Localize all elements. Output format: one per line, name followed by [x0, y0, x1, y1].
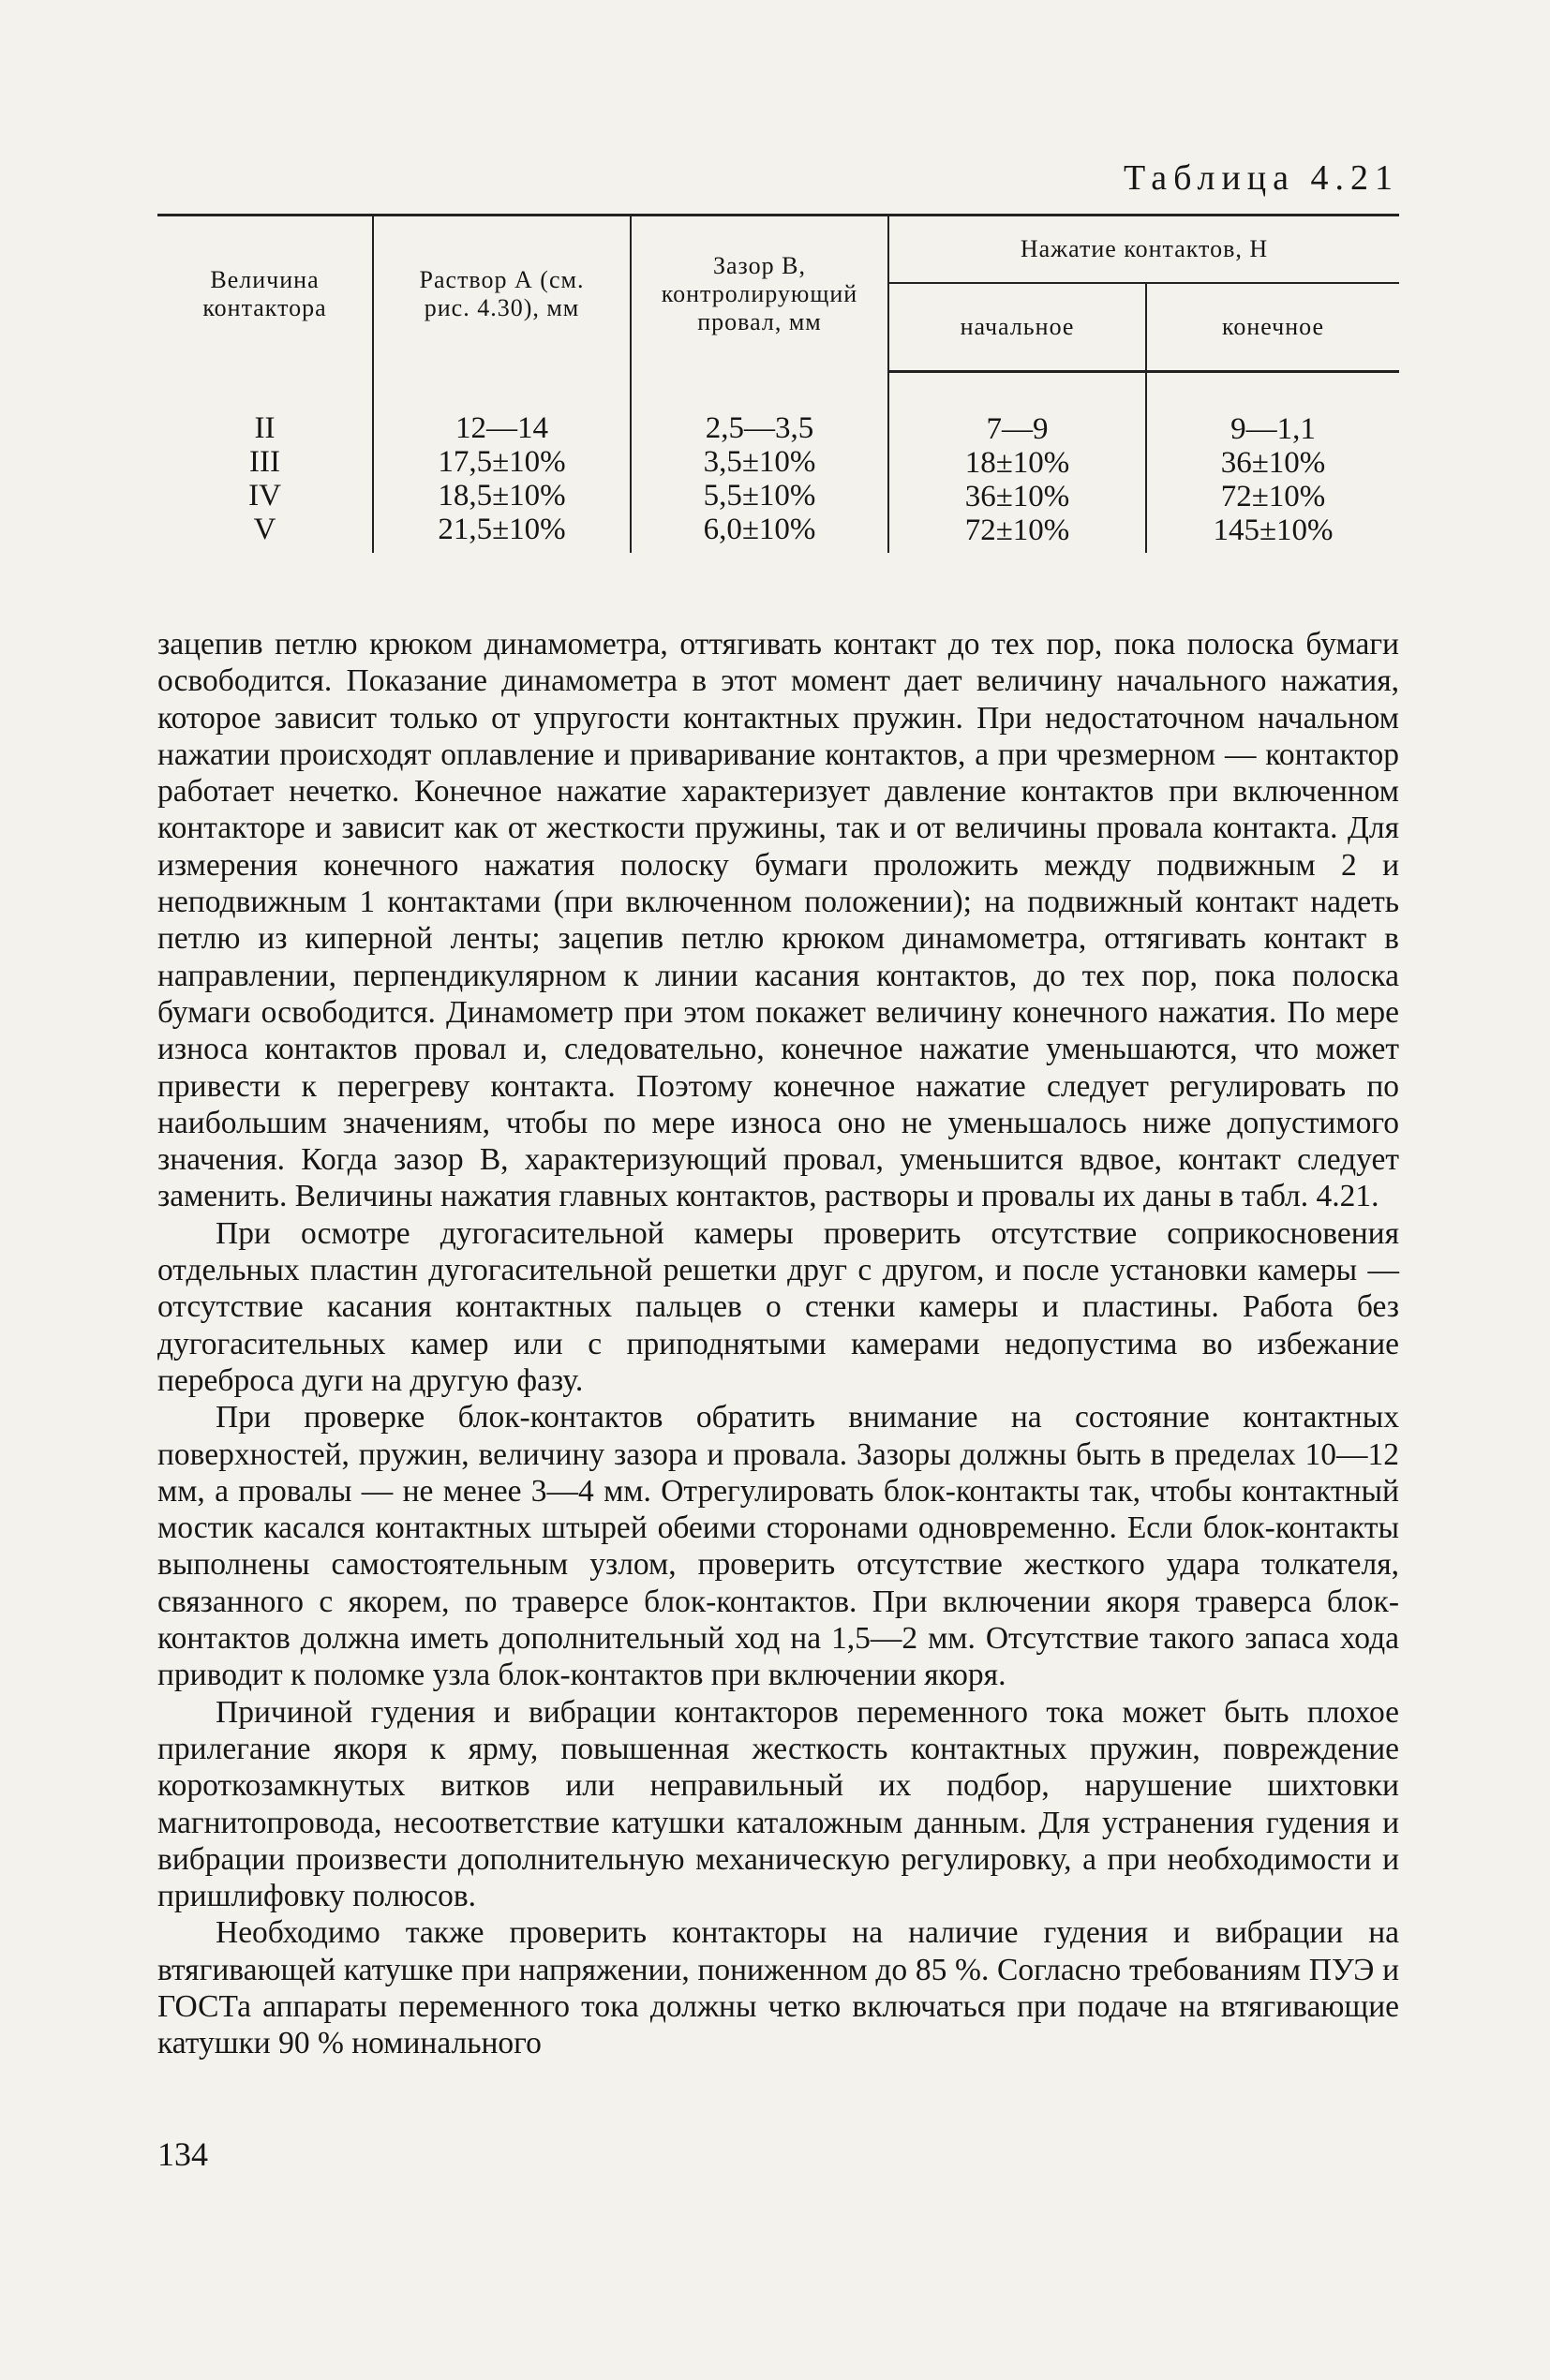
header-gap: Зазор В, контролирующий провал, мм — [631, 216, 888, 372]
paragraph: Необходимо также проверить контакторы на наличие гудения и вибрации на втягивающей катушке при напряжении, пониженном до 85 %. Согласно требованиям ПУЭ и ГОСТа аппараты переменного тока должны четко включаться при подаче на втягивающие катушки 90 % номинального — [157, 1915, 1399, 2061]
table-cell: II — [254, 410, 276, 445]
table-cell: 36±10% — [964, 480, 1070, 513]
table-cell: III — [249, 444, 280, 479]
body-text — [157, 626, 1399, 2062]
table-cell: 18±10% — [964, 446, 1070, 480]
table-cell: 5,5±10% — [703, 478, 816, 513]
table-cell: 12—14 — [455, 410, 548, 445]
table-cell: IV — [248, 478, 281, 513]
opening-column — [373, 372, 631, 554]
table-cell: 2,5—3,5 — [705, 410, 814, 445]
table-cell: 7—9 — [986, 412, 1049, 446]
table-cell: 72±10% — [1220, 480, 1326, 513]
table-cell: 17,5±10% — [438, 444, 566, 479]
table-cell: 21,5±10% — [438, 512, 566, 546]
paragraph: При осмотре дугогасительной камеры проверить отсутствие соприкосновения отдельных пластин дугогасительной решетки друг с другом, и после установки камеры — отсутствие касания контактных пальцев о стенки камеры и пластины. Работа без дугогасительных камер или с приподнятыми камерами недопустима во избежание переброса дуги на другую фазу. — [157, 1215, 1399, 1398]
table-cell: 3,5±10% — [703, 444, 816, 479]
size-column — [157, 372, 373, 554]
table-cell: 6,0±10% — [703, 512, 816, 546]
contactor-spec-table — [157, 214, 1399, 553]
page-number: 134 — [157, 2135, 208, 2173]
pressure-initial-column — [888, 372, 1146, 554]
header-opening: Раствор А (см. рис. 4.30), мм — [373, 216, 631, 372]
header-pressure-initial: начальное — [888, 283, 1146, 372]
header-pressure-final: конечное — [1146, 283, 1399, 372]
paragraph: Причиной гудения и вибрации контакторов переменного тока может быть плохое прилегание якоря к ярму, повышенная жесткость контактных пружин, повреждение короткозамкнутых витков или неправильный их подбор, нарушение шихтовки магнитопровода, несоответствие катушки каталожным данным. Для устранения гудения и вибрации произвести дополнительную механическую регулировку, а при необходимости и пришлифовку полюсов. — [157, 1694, 1399, 1914]
table-cell: 72±10% — [964, 513, 1070, 547]
table-cell: 145±10% — [1213, 513, 1334, 547]
header-size: Величина контактора — [157, 216, 373, 372]
pressure-final-column — [1146, 372, 1399, 554]
paragraph: зацепив петлю крюком динамометра, оттягивать контакт до тех пор, пока полоска бумаги освободится. Показание динамометра в этот момент дает величину начального нажатия, которое зависит только от упругости контактных пружин. При недостаточном начальном нажатии происходят оплавление и приваривание контактов, а при чрезмерном — контактор работает нечетко. Конечное нажатие характеризует давление контактов при включенном контакторе и зависит как от жесткости пружины, так и от величины провала контакта. Для измерения конечного нажатия полоску бумаги проложить между подвижным 2 и неподвижным 1 контактами (при включенном положении); на подвижный контакт надеть петлю из киперной ленты; зацепив петлю крюком динамометра, оттягивать контакт в направлении, перпендикулярном к линии касания контактов, до тех пор, пока полоска бумаги освободится. Динамометр при этом покажет величину конечного нажатия. По мере износа контактов провал и, следовательно, конечное нажатие уменьшаются, что может привести к перегреву контакта. Поэтому конечное нажатие следует регулировать по наибольшим значениям, чтобы по мере износа оно не уменьшалось ниже допустимого значения. Когда зазор В, характеризующий провал, уменьшится вдвое, контакт следует заменить. Величины нажатия главных контактов, растворы и провалы их даны в табл. 4.21. — [157, 627, 1399, 1214]
table-caption: Таблица 4.21 — [1123, 158, 1399, 198]
table-cell: 36±10% — [1220, 446, 1326, 480]
table-cell: 9—1,1 — [1230, 412, 1316, 446]
table-cell: V — [253, 512, 276, 546]
paragraph: При проверке блок-контактов обратить внимание на состояние контактных поверхностей, пружин, величину зазора и провала. Зазоры должны быть в пределах 10—12 мм, а провалы — не менее 3—4 мм. Отрегулировать блок-контакты так, чтобы контактный мостик касался контактных штырей обеими сторонами одновременно. Если блок-контакты выполнены самостоятельным узлом, проверить отсутствие жесткого удара толкателя, связанного с якорем, по траверсе блок-контактов. При включении якоря траверса блок-контактов должна иметь дополнительный ход на 1,5—2 мм. Отсутствие такого запаса хода приводит к поломке узла блок-контактов при включении якоря. — [157, 1400, 1399, 1693]
book-page — [157, 0, 1399, 2380]
gap-column — [631, 372, 888, 554]
table-body-row — [157, 372, 1399, 554]
table-cell: 18,5±10% — [438, 478, 566, 513]
header-pressure-group: Нажатие контактов, Н — [888, 216, 1399, 284]
